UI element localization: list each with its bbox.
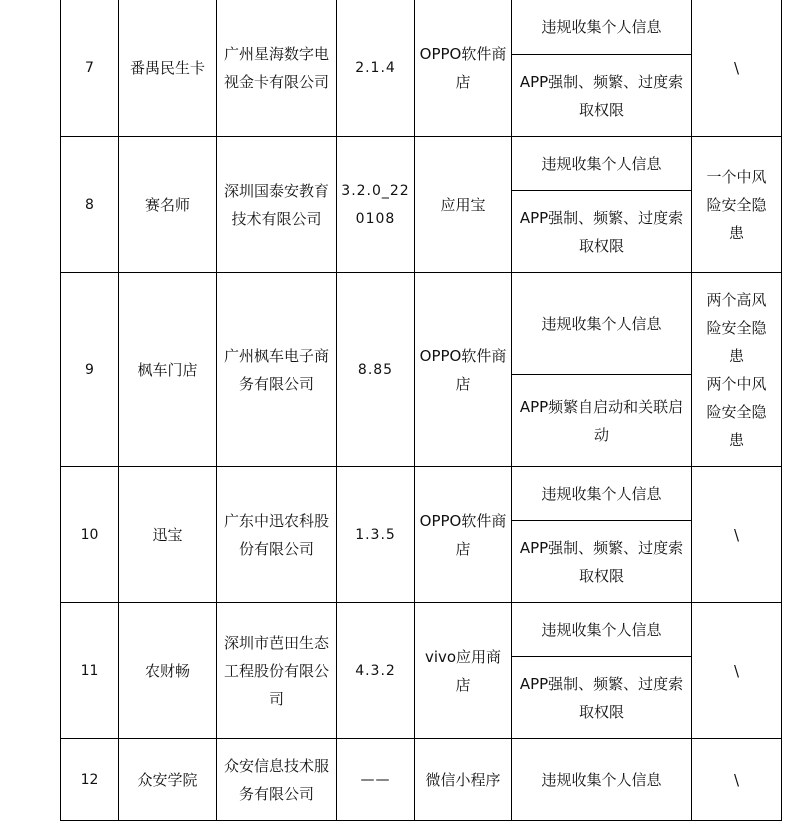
risk-item: \ [733,661,740,680]
row-number: 7 [61,0,119,137]
issue-item: APP强制、频繁、过度索取权限 [512,191,692,273]
company-name: 广州枫车电子商务有限公司 [217,273,337,467]
issue-item: 违规收集个人信息 [512,0,692,55]
company-name: 众安信息技术服务有限公司 [217,739,337,821]
app-store: OPPO软件商店 [415,467,512,603]
app-version: 1.3.5 [337,467,415,603]
risk-item: 两个中风险安全隐患 [706,374,767,449]
issue-item: 违规收集个人信息 [512,739,692,821]
row-number: 10 [61,467,119,603]
app-name: 农财畅 [119,603,217,739]
app-name: 番禺民生卡 [119,0,217,137]
app-name: 众安学院 [119,739,217,821]
issue-item: 违规收集个人信息 [512,273,692,375]
issue-item: 违规收集个人信息 [512,467,692,521]
company-name: 深圳国泰安教育技术有限公司 [217,137,337,273]
app-store: OPPO软件商店 [415,0,512,137]
company-name: 广州星海数字电视金卡有限公司 [217,0,337,137]
issue-item: 违规收集个人信息 [512,603,692,657]
company-name: 深圳市芭田生态工程股份有限公司 [217,603,337,739]
risk-cell [692,273,782,467]
risk-item: \ [733,770,740,789]
app-store: vivo应用商店 [415,603,512,739]
row-number: 9 [61,273,119,467]
app-name: 赛名师 [119,137,217,273]
table-row [61,739,782,821]
issue-item: APP强制、频繁、过度索取权限 [512,521,692,603]
app-version: 2.1.4 [337,0,415,137]
risk-cell [692,739,782,821]
risk-item: 两个高风险安全隐患 [706,290,767,365]
app-version: 8.85 [337,273,415,467]
app-store: OPPO软件商店 [415,273,512,467]
risk-item: 一个中风险安全隐患 [706,167,767,242]
row-number: 8 [61,137,119,273]
table-row [61,273,782,375]
risk-item: \ [733,525,740,544]
issue-item: APP强制、频繁、过度索取权限 [512,657,692,739]
risk-cell [692,603,782,739]
table-row [61,603,782,657]
app-name: 枫车门店 [119,273,217,467]
app-store: 应用宝 [415,137,512,273]
risk-cell [692,137,782,273]
risk-item: \ [733,59,740,77]
app-version: —— [337,739,415,821]
app-version: 4.3.2 [337,603,415,739]
app-issues-table [60,0,782,821]
app-name: 迅宝 [119,467,217,603]
issue-item: APP频繁自启动和关联启动 [512,375,692,467]
app-store: 微信小程序 [415,739,512,821]
risk-cell [692,0,782,137]
issue-item: 违规收集个人信息 [512,137,692,191]
issue-item: APP强制、频繁、过度索取权限 [512,55,692,137]
app-version: 3.2.0_220108 [337,137,415,273]
table-row [61,467,782,521]
company-name: 广东中迅农科股份有限公司 [217,467,337,603]
row-number: 12 [61,739,119,821]
table-row [61,0,782,55]
table-row [61,137,782,191]
row-number: 11 [61,603,119,739]
risk-cell [692,467,782,603]
